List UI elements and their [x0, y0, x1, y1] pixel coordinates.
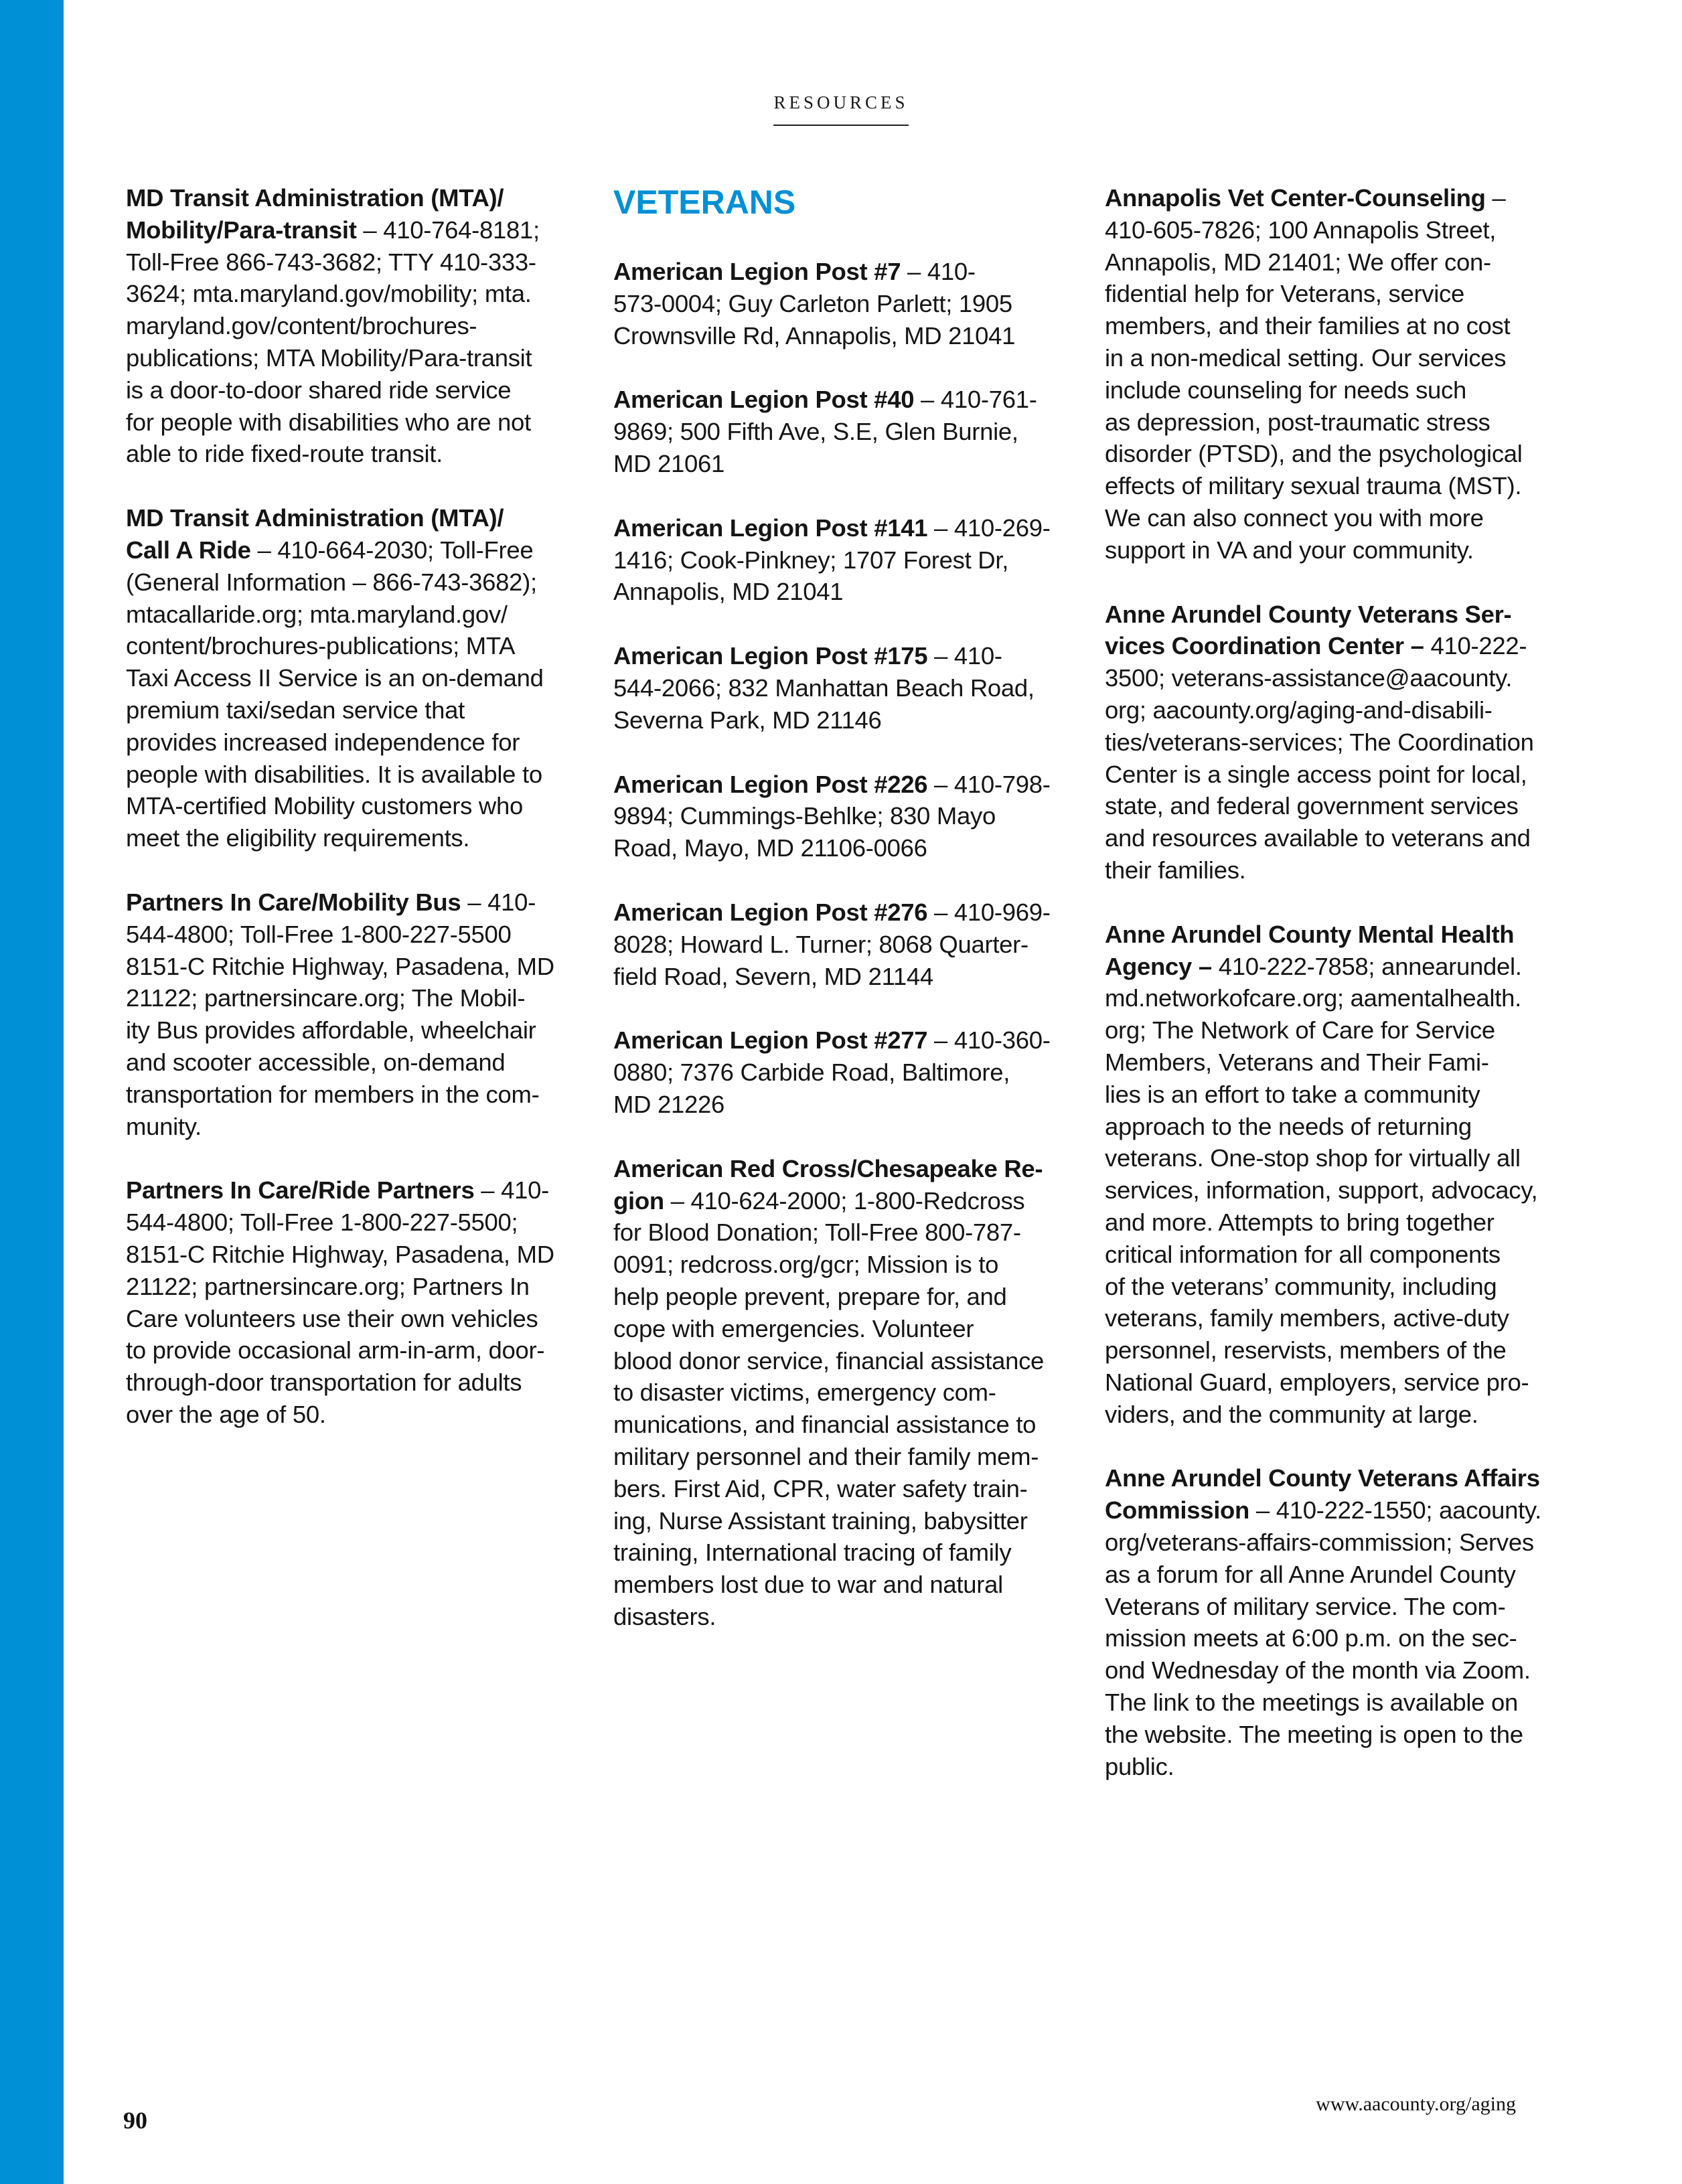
entry-text: services, information, support, advocacy, — [1105, 1176, 1538, 1204]
entry-text: Road, Mayo, MD 21106-0066 — [613, 834, 927, 862]
entry-text: 21122; partnersincare.org; Partners In — [126, 1272, 530, 1300]
entry-text: National Guard, employers, service pro- — [1105, 1368, 1529, 1396]
entry-text: public. — [1105, 1752, 1174, 1780]
entry-line — [613, 512, 1075, 544]
entry-text: for Blood Donation; Toll-Free 800-787- — [613, 1219, 1021, 1247]
entry-text: 410-605-7826; 100 Annapolis Street, — [1105, 216, 1497, 244]
entry-text: and scooter accessible, on-demand — [126, 1048, 506, 1076]
entry-text: include counseling for needs such — [1105, 376, 1466, 404]
entry-text: provides increased independence for — [126, 728, 520, 756]
entry-text: – 410-222-1550; aacounty. — [1249, 1496, 1541, 1525]
entry-title: vices Coordination Center – — [1105, 632, 1424, 660]
entry-text: MD 21226 — [613, 1090, 725, 1118]
entry-line — [613, 1473, 1075, 1505]
entry-text: 1416; Cook-Pinkney; 1707 Forest Dr, — [613, 546, 1009, 574]
entry-text: 21122; partnersincare.org; The Mobil- — [126, 984, 526, 1012]
entry-line — [613, 1089, 1075, 1121]
entry-text: through-door transportation for adults — [126, 1369, 522, 1397]
entry-text: veterans. One-stop shop for virtually all — [1105, 1144, 1521, 1172]
entry-text: Annapolis, MD 21401; We offer con- — [1105, 248, 1491, 276]
resource-entry — [613, 1153, 1075, 1633]
entry-text: Veterans of military service. The com- — [1105, 1592, 1506, 1620]
entry-text: – 410-360- — [927, 1026, 1051, 1055]
entry-text: state, and federal government services — [1105, 792, 1519, 820]
entry-line — [1105, 1142, 1574, 1174]
entry-line — [1105, 759, 1574, 791]
entry-line — [613, 672, 1075, 704]
entry-text: fidential help for Veterans, service — [1105, 280, 1465, 308]
entry-line — [613, 1441, 1075, 1473]
accent-side-bar — [0, 0, 64, 2184]
resource-entry — [1105, 919, 1574, 1431]
entry-line — [126, 951, 581, 983]
entry-line — [1105, 502, 1574, 534]
entry-line — [126, 662, 581, 694]
entry-line — [1105, 726, 1574, 759]
resource-entry — [613, 769, 1075, 864]
entry-text: of the veterans’ community, including — [1105, 1272, 1497, 1300]
entry-line — [1105, 246, 1574, 279]
entry-line — [1105, 1622, 1574, 1654]
entry-text: ond Wednesday of the month via Zoom. — [1105, 1656, 1531, 1685]
entry-line — [126, 1174, 581, 1206]
entry-text: ties/veterans-services; The Coordination — [1105, 728, 1534, 756]
resource-entry — [613, 896, 1075, 992]
entry-title: American Legion Post #141 — [613, 514, 928, 542]
entry-line — [126, 342, 581, 374]
entry-text: content/brochures-publications; MTA — [126, 632, 516, 660]
entry-text: – 410- — [927, 642, 1002, 670]
entry-text: publications; MTA Mobility/Para-transit — [126, 343, 532, 372]
entry-line — [1105, 182, 1574, 214]
entry-line — [1105, 1462, 1574, 1494]
entry-line — [1105, 1687, 1574, 1719]
entry-title: Commission — [1105, 1496, 1250, 1525]
entry-text: 0091; redcross.org/gcr; Mission is to — [613, 1251, 999, 1279]
entry-line — [1105, 1719, 1574, 1751]
resource-entry — [126, 886, 581, 1142]
entry-text: members, and their families at no cost — [1105, 312, 1511, 340]
entry-line — [1105, 630, 1574, 662]
entry-text: bers. First Aid, CPR, water safety train- — [613, 1474, 1028, 1502]
column-middle — [613, 182, 1075, 1665]
footer-url: www.aacounty.org/aging — [1316, 2093, 1516, 2115]
entry-text: is a door-to-door shared ride service — [126, 376, 512, 404]
entry-line — [613, 384, 1075, 416]
entry-line — [126, 374, 581, 406]
entry-line — [126, 1111, 581, 1143]
entry-text: We can also connect you with more — [1105, 503, 1484, 532]
entry-line — [126, 1334, 581, 1367]
resource-entry — [126, 1174, 581, 1430]
entry-text: mtacallaride.org; mta.maryland.gov/ — [126, 600, 508, 628]
entry-title: Anne Arundel County Veterans Affairs — [1105, 1464, 1540, 1492]
entry-line — [1105, 310, 1574, 342]
resource-entry — [1105, 1462, 1574, 1782]
entry-text: personnel, reservists, members of the — [1105, 1336, 1507, 1364]
entry-line — [613, 1505, 1075, 1537]
entry-line — [613, 1057, 1075, 1089]
entry-line — [613, 1217, 1075, 1249]
entry-text: – — [1485, 184, 1506, 212]
entry-text: the website. The meeting is open to the — [1105, 1720, 1523, 1748]
entry-text: 0880; 7376 Carbide Road, Baltimore, — [613, 1059, 1010, 1087]
entry-text: 3624; mta.maryland.gov/mobility; mta. — [126, 280, 532, 308]
entry-text: 8151-C Ritchie Highway, Pasadena, MD — [126, 1240, 554, 1268]
entry-text: 3500; veterans-assistance@aacounty. — [1105, 664, 1513, 692]
entry-line — [613, 1281, 1075, 1313]
entry-text: Members, Veterans and Their Fami- — [1105, 1048, 1489, 1076]
entry-line — [613, 1537, 1075, 1569]
entry-text: 410-222-7858; annearundel. — [1211, 952, 1522, 980]
entry-line — [1105, 1206, 1574, 1239]
entry-line — [613, 1185, 1075, 1217]
entry-line — [1105, 1494, 1574, 1527]
entry-text: help people prevent, prepare for, and — [613, 1282, 1007, 1310]
entry-line — [126, 1303, 581, 1335]
entry-line — [613, 1153, 1075, 1185]
page-number: 90 — [123, 2107, 147, 2134]
entry-title: Anne Arundel County Mental Health — [1105, 920, 1515, 948]
entry-text: their families. — [1105, 856, 1246, 884]
entry-line — [1105, 1302, 1574, 1334]
entry-line — [1105, 1334, 1574, 1367]
entry-title: Partners In Care/Ride Partners — [126, 1176, 475, 1204]
entry-text: disorder (PTSD), and the psychological — [1105, 440, 1523, 468]
entry-text: org/veterans-affairs-commission; Serves — [1105, 1529, 1534, 1557]
entry-line — [1105, 1111, 1574, 1143]
entry-text: 8028; Howard L. Turner; 8068 Quarter- — [613, 930, 1028, 958]
entry-line — [1105, 919, 1574, 951]
entry-text: 8151-C Ritchie Highway, Pasadena, MD — [126, 952, 554, 980]
entry-line — [613, 1601, 1075, 1633]
entry-text: – 410- — [901, 258, 976, 285]
entry-text: Crownsville Rd, Annapolis, MD 21041 — [613, 321, 1016, 349]
entry-text: MTA-certified Mobility customers who — [126, 792, 523, 820]
entry-line — [1105, 406, 1574, 439]
entry-line — [126, 502, 581, 534]
entry-text: critical information for all components — [1105, 1240, 1501, 1268]
entry-text: as depression, post-traumatic stress — [1105, 408, 1490, 436]
resource-entry — [126, 502, 581, 854]
entry-line — [126, 278, 581, 310]
entry-line — [1105, 438, 1574, 470]
entry-line — [1105, 1751, 1574, 1783]
entry-text: 9869; 500 Fifth Ave, S.E, Glen Burnie, — [613, 418, 1018, 446]
entry-line — [1105, 599, 1574, 631]
entry-line — [613, 288, 1075, 320]
entry-line — [126, 886, 581, 919]
entry-line — [1105, 1367, 1574, 1399]
entry-line — [126, 1206, 581, 1239]
entry-line — [126, 759, 581, 791]
column-left — [126, 182, 581, 1463]
entry-line — [1105, 374, 1574, 406]
entry-text: – 410-664-2030; Toll-Free — [250, 536, 534, 564]
entry-text: – 410-969- — [927, 898, 1051, 926]
entry-line — [126, 310, 581, 342]
entry-title: Agency – — [1105, 952, 1212, 980]
resource-entry — [613, 384, 1075, 479]
entry-line — [126, 694, 581, 726]
entry-text: able to ride fixed-route transit. — [126, 440, 443, 468]
entry-text: effects of military sexual trauma (MST). — [1105, 472, 1522, 500]
entry-line — [613, 769, 1075, 801]
entry-text: md.networkofcare.org; aamentalhealth. — [1105, 984, 1521, 1012]
entry-text: veterans, family members, active-duty — [1105, 1304, 1509, 1332]
entry-line — [126, 438, 581, 470]
entry-text: mission meets at 6:00 p.m. on the sec- — [1105, 1624, 1517, 1652]
entry-line — [613, 448, 1075, 480]
entry-title: American Legion Post #277 — [613, 1026, 928, 1055]
entry-line — [1105, 982, 1574, 1014]
running-head: RESOURCES — [773, 92, 909, 112]
entry-text: transportation for members in the com- — [126, 1080, 540, 1108]
entry-line — [1105, 1527, 1574, 1559]
entry-text: 573-0004; Guy Carleton Parlett; 1905 — [613, 289, 1012, 317]
entry-text: munity. — [126, 1112, 202, 1140]
entry-text: Taxi Access II Service is an on-demand — [126, 664, 544, 692]
entry-line — [613, 416, 1075, 448]
entry-text: Toll-Free 866-743-3682; TTY 410-333- — [126, 248, 536, 276]
entry-line — [126, 1079, 581, 1111]
entry-title: American Legion Post #276 — [613, 898, 928, 926]
entry-line — [613, 1569, 1075, 1601]
entry-text: to provide occasional arm-in-arm, door- — [126, 1336, 545, 1364]
entry-line — [1105, 1271, 1574, 1303]
entry-line — [1105, 1079, 1574, 1111]
entry-text: – 410-764-8181; — [356, 216, 540, 244]
entry-text: lies is an effort to take a community — [1105, 1080, 1480, 1108]
entry-line — [126, 599, 581, 631]
entry-line — [613, 929, 1075, 961]
entry-text: ing, Nurse Assistant training, babysitter — [613, 1506, 1028, 1535]
resource-entry — [126, 182, 581, 470]
entry-text: – 410-798- — [927, 770, 1051, 798]
entry-text: members lost due to war and natural — [613, 1571, 1003, 1599]
entry-line — [613, 1409, 1075, 1441]
entry-line — [126, 982, 581, 1014]
entry-line — [126, 630, 581, 662]
section-heading-veterans: VETERANS — [613, 183, 796, 221]
entry-text: – 410- — [474, 1176, 550, 1204]
entry-line — [126, 566, 581, 599]
entry-text: and more. Attempts to bring together — [1105, 1208, 1495, 1236]
entry-text: 9894; Cummings-Behlke; 830 Mayo — [613, 802, 996, 830]
entry-line — [1105, 342, 1574, 374]
entry-line — [126, 534, 581, 566]
entry-line — [613, 640, 1075, 672]
entry-text: 410-222- — [1424, 632, 1527, 660]
entry-title: MD Transit Administration (MTA)/ — [126, 184, 504, 212]
entry-line — [1105, 822, 1574, 854]
entry-line — [1105, 1046, 1574, 1079]
entry-line — [1105, 854, 1574, 886]
resource-entry — [613, 256, 1075, 352]
entry-text: support in VA and your community. — [1105, 536, 1474, 564]
entry-text: – 410-269- — [927, 514, 1051, 542]
entry-text: for people with disabilities who are not — [126, 408, 531, 436]
entry-line — [1105, 214, 1574, 246]
entry-line — [126, 1271, 581, 1303]
entry-line — [126, 1367, 581, 1399]
entry-line — [126, 1014, 581, 1046]
entry-text: org; aacounty.org/aging-and-disabili- — [1105, 696, 1493, 724]
entry-title: American Legion Post #40 — [613, 386, 915, 414]
entry-text: people with disabilities. It is available to — [126, 760, 542, 788]
entry-text: Care volunteers use their own vehicles — [126, 1304, 538, 1332]
entry-line — [126, 822, 581, 854]
entry-text: – 410-624-2000; 1-800-Redcross — [664, 1186, 1025, 1215]
entry-text: ity Bus provides affordable, wheelchair — [126, 1016, 536, 1044]
resource-entry — [1105, 599, 1574, 886]
entry-line — [613, 1345, 1075, 1377]
entry-text: 544-4800; Toll-Free 1-800-227-5500; — [126, 1208, 518, 1237]
entry-text: disasters. — [613, 1602, 716, 1630]
entry-line — [613, 256, 1075, 288]
entry-title: American Legion Post #226 — [613, 770, 928, 798]
entry-text: in a non-medical setting. Our services — [1105, 343, 1507, 372]
entry-line — [1105, 1591, 1574, 1623]
entry-title: Call A Ride — [126, 536, 251, 564]
entry-text: Severna Park, MD 21146 — [613, 706, 882, 734]
entry-line — [613, 1377, 1075, 1409]
entry-line — [1105, 1174, 1574, 1206]
entry-title: gion — [613, 1186, 664, 1215]
entry-line — [126, 246, 581, 279]
entry-line — [1105, 278, 1574, 310]
entry-line — [126, 790, 581, 822]
entry-title: Partners In Care/Mobility Bus — [126, 888, 461, 916]
entry-title: Anne Arundel County Veterans Ser- — [1105, 600, 1512, 628]
entry-line — [613, 896, 1075, 929]
entry-line — [613, 1249, 1075, 1281]
entry-line — [1105, 1014, 1574, 1046]
entry-text: premium taxi/sedan service that — [126, 696, 465, 724]
entry-line — [613, 576, 1075, 608]
entry-line — [1105, 1399, 1574, 1431]
entry-line — [126, 1399, 581, 1431]
entry-line — [613, 544, 1075, 576]
entry-text: and resources available to veterans and — [1105, 824, 1531, 852]
entry-line — [126, 919, 581, 951]
resource-entry — [1105, 182, 1574, 566]
entry-text: blood donor service, financial assistance — [613, 1346, 1045, 1375]
entry-line — [613, 961, 1075, 993]
entry-title: Annapolis Vet Center-Counseling — [1105, 184, 1486, 212]
entry-title: American Red Cross/Chesapeake Re- — [613, 1154, 1043, 1182]
entry-line — [613, 800, 1075, 832]
entry-line — [1105, 694, 1574, 726]
entry-line — [126, 1239, 581, 1271]
entry-line — [1105, 470, 1574, 502]
entry-text: cope with emergencies. Volunteer — [613, 1314, 974, 1342]
running-head-rule — [773, 125, 909, 126]
entry-line — [1105, 790, 1574, 822]
entry-line — [613, 1024, 1075, 1057]
entry-text: 544-2066; 832 Manhattan Beach Road, — [613, 674, 1035, 702]
entry-line — [613, 832, 1075, 864]
entry-title: American Legion Post #175 — [613, 642, 928, 670]
entry-text: munications, and financial assistance to — [613, 1411, 1037, 1439]
resource-entry — [613, 640, 1075, 736]
entry-text: – 410- — [461, 888, 536, 916]
entry-title: American Legion Post #7 — [613, 258, 901, 285]
entry-text: approach to the needs of returning — [1105, 1112, 1472, 1140]
entry-line — [613, 704, 1075, 736]
entry-text: as a forum for all Anne Arundel County — [1105, 1560, 1516, 1588]
entry-line — [1105, 951, 1574, 983]
entry-line — [1105, 534, 1574, 566]
column-right — [1105, 182, 1574, 1814]
entry-text: – 410-761- — [914, 386, 1037, 414]
entry-text: The link to the meetings is available on — [1105, 1689, 1518, 1717]
entry-line — [1105, 1239, 1574, 1271]
entry-text: viders, and the community at large. — [1105, 1400, 1478, 1428]
entry-text: over the age of 50. — [126, 1400, 326, 1428]
entry-text: training, International tracing of family — [613, 1539, 1012, 1567]
entry-line — [1105, 662, 1574, 694]
entry-text: (General Information – 866-743-3682); — [126, 568, 537, 596]
entry-text: to disaster victims, emergency com- — [613, 1379, 996, 1407]
entry-text: field Road, Severn, MD 21144 — [613, 962, 933, 990]
entry-title: Mobility/Para-transit — [126, 216, 357, 244]
entry-line — [126, 406, 581, 439]
entry-text: military personnel and their family mem- — [613, 1442, 1039, 1470]
entry-text: Annapolis, MD 21041 — [613, 578, 844, 606]
resource-entry — [613, 1024, 1075, 1120]
entry-text: Center is a single access point for local, — [1105, 760, 1527, 788]
entry-line — [1105, 1559, 1574, 1591]
entry-line — [126, 1046, 581, 1079]
entry-line — [126, 726, 581, 759]
entry-line — [613, 320, 1075, 352]
entry-text: meet the eligibility requirements. — [126, 824, 470, 852]
entry-text: 544-4800; Toll-Free 1-800-227-5500 — [126, 920, 512, 948]
entry-text: MD 21061 — [613, 449, 725, 477]
entry-title: MD Transit Administration (MTA)/ — [126, 504, 504, 532]
entry-line — [126, 182, 581, 214]
entry-text: org; The Network of Care for Service — [1105, 1016, 1495, 1044]
resource-entry — [613, 512, 1075, 608]
entry-text: maryland.gov/content/brochures- — [126, 312, 477, 340]
entry-line — [1105, 1654, 1574, 1687]
entry-line — [126, 214, 581, 246]
entry-line — [613, 1313, 1075, 1345]
